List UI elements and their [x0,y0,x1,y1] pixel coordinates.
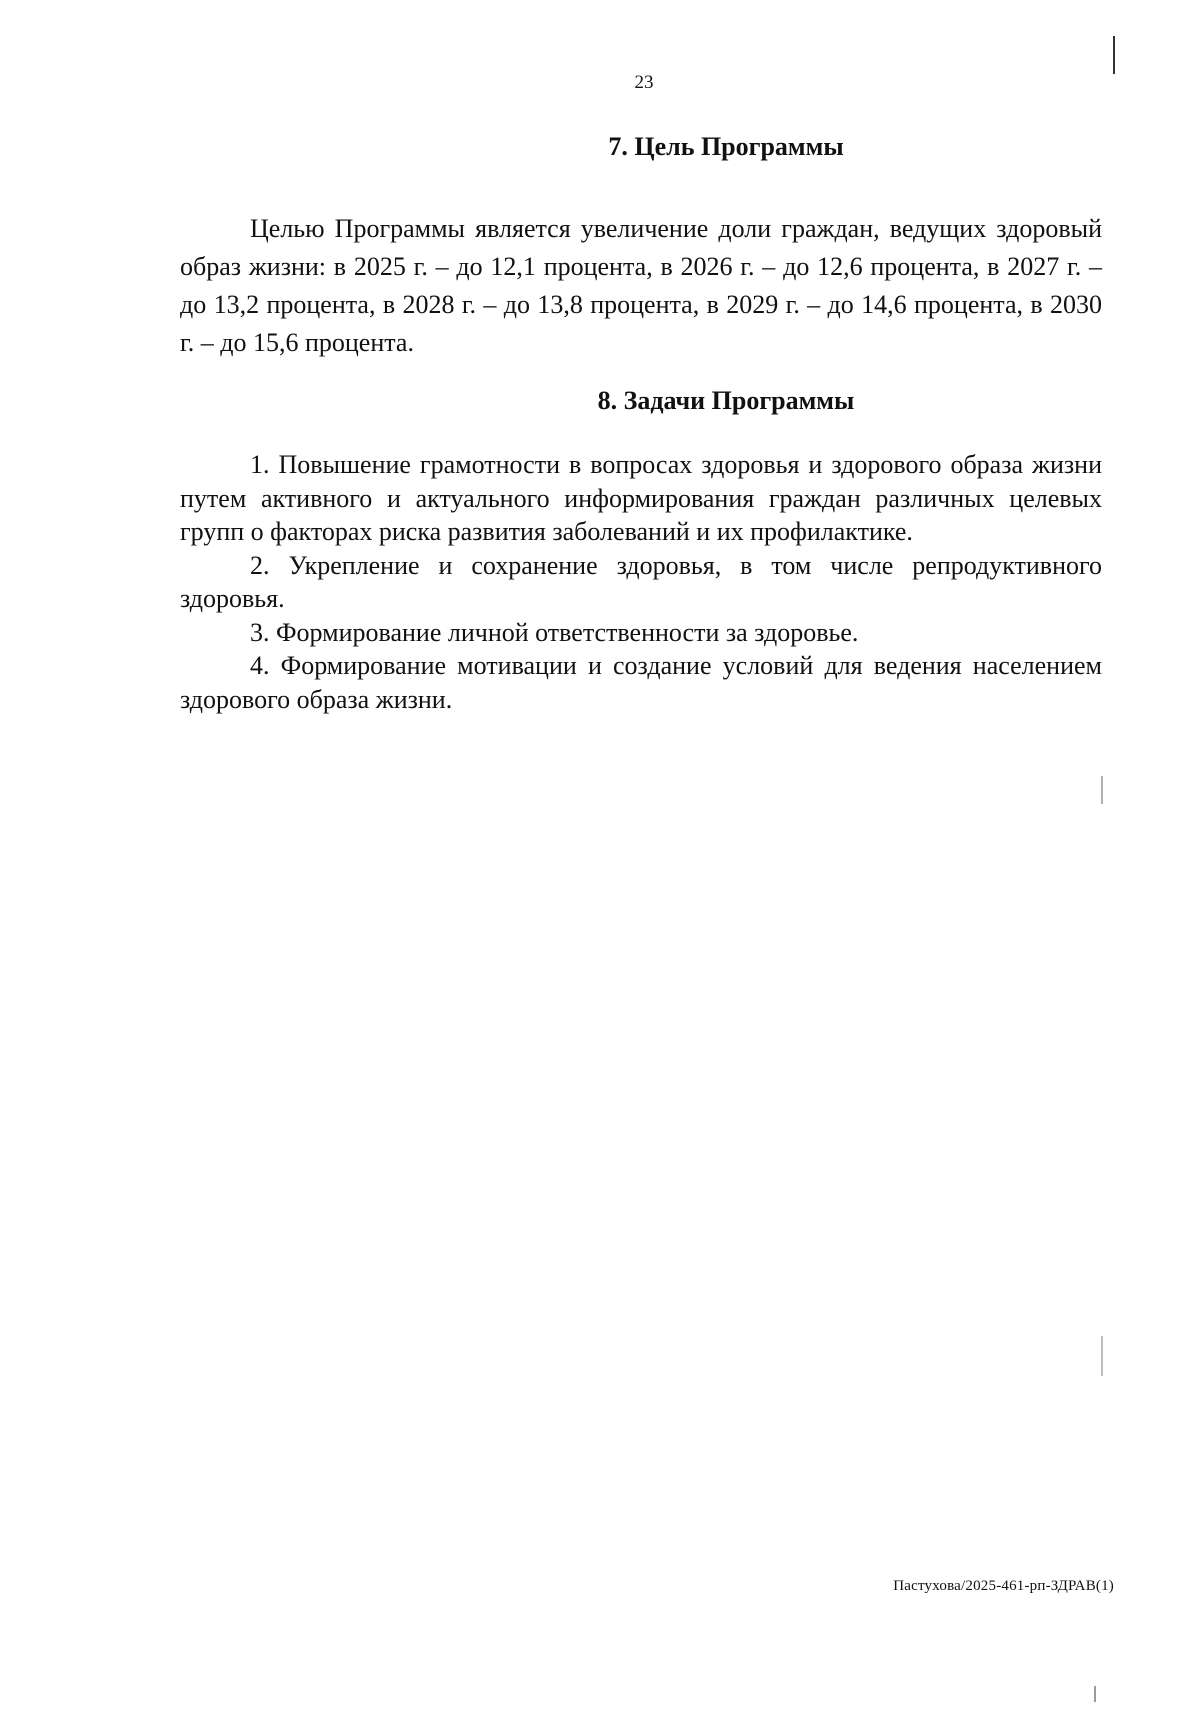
scan-artifact-mark [1113,36,1115,74]
document-registration-code: Пастухова/2025-461-рп-ЗДРАВ(1) [893,1578,1114,1594]
goal-paragraph: Целью Программы является увеличение доли граждан, ведущих здоровый образ жизни: в 2025 г. – до 12,1 процента, в 2026 г. – до 12,6 процента, в 2027 г. – до 13,2 процента, в 2028 г. – до 13,8 процента, в 2029 г. – до 14,6 процента, в 2030 г. – до 15,6 процента. [180,214,1102,357]
section-heading-tasks: 8. Задачи Программы [597,386,855,415]
scan-artifact-mark [1101,1336,1103,1376]
page-number: 23 [634,72,654,93]
document-body [180,130,1102,716]
section-heading-goal: 7. Цель Программы [608,132,844,161]
task-item-4: 4. Формирование мотивации и создание условий для ведения населением здорового образа жизни. [180,651,1102,714]
task-item-2: 2. Укрепление и сохранение здоровья, в том числе репродуктивного здоровья. [180,550,1102,613]
scan-artifact-mark [1101,776,1103,804]
task-item-3: 3. Формирование личной ответственности за здоровье. [250,617,859,647]
tasks-list [180,448,1102,716]
scan-artifact-mark [1094,1686,1096,1702]
task-item-1: 1. Повышение грамотности в вопросах здоровья и здорового образа жизни путем активного и актуального информирования граждан различных целевых групп о факторах риска развития заболеваний и их профилактике. [180,450,1102,546]
